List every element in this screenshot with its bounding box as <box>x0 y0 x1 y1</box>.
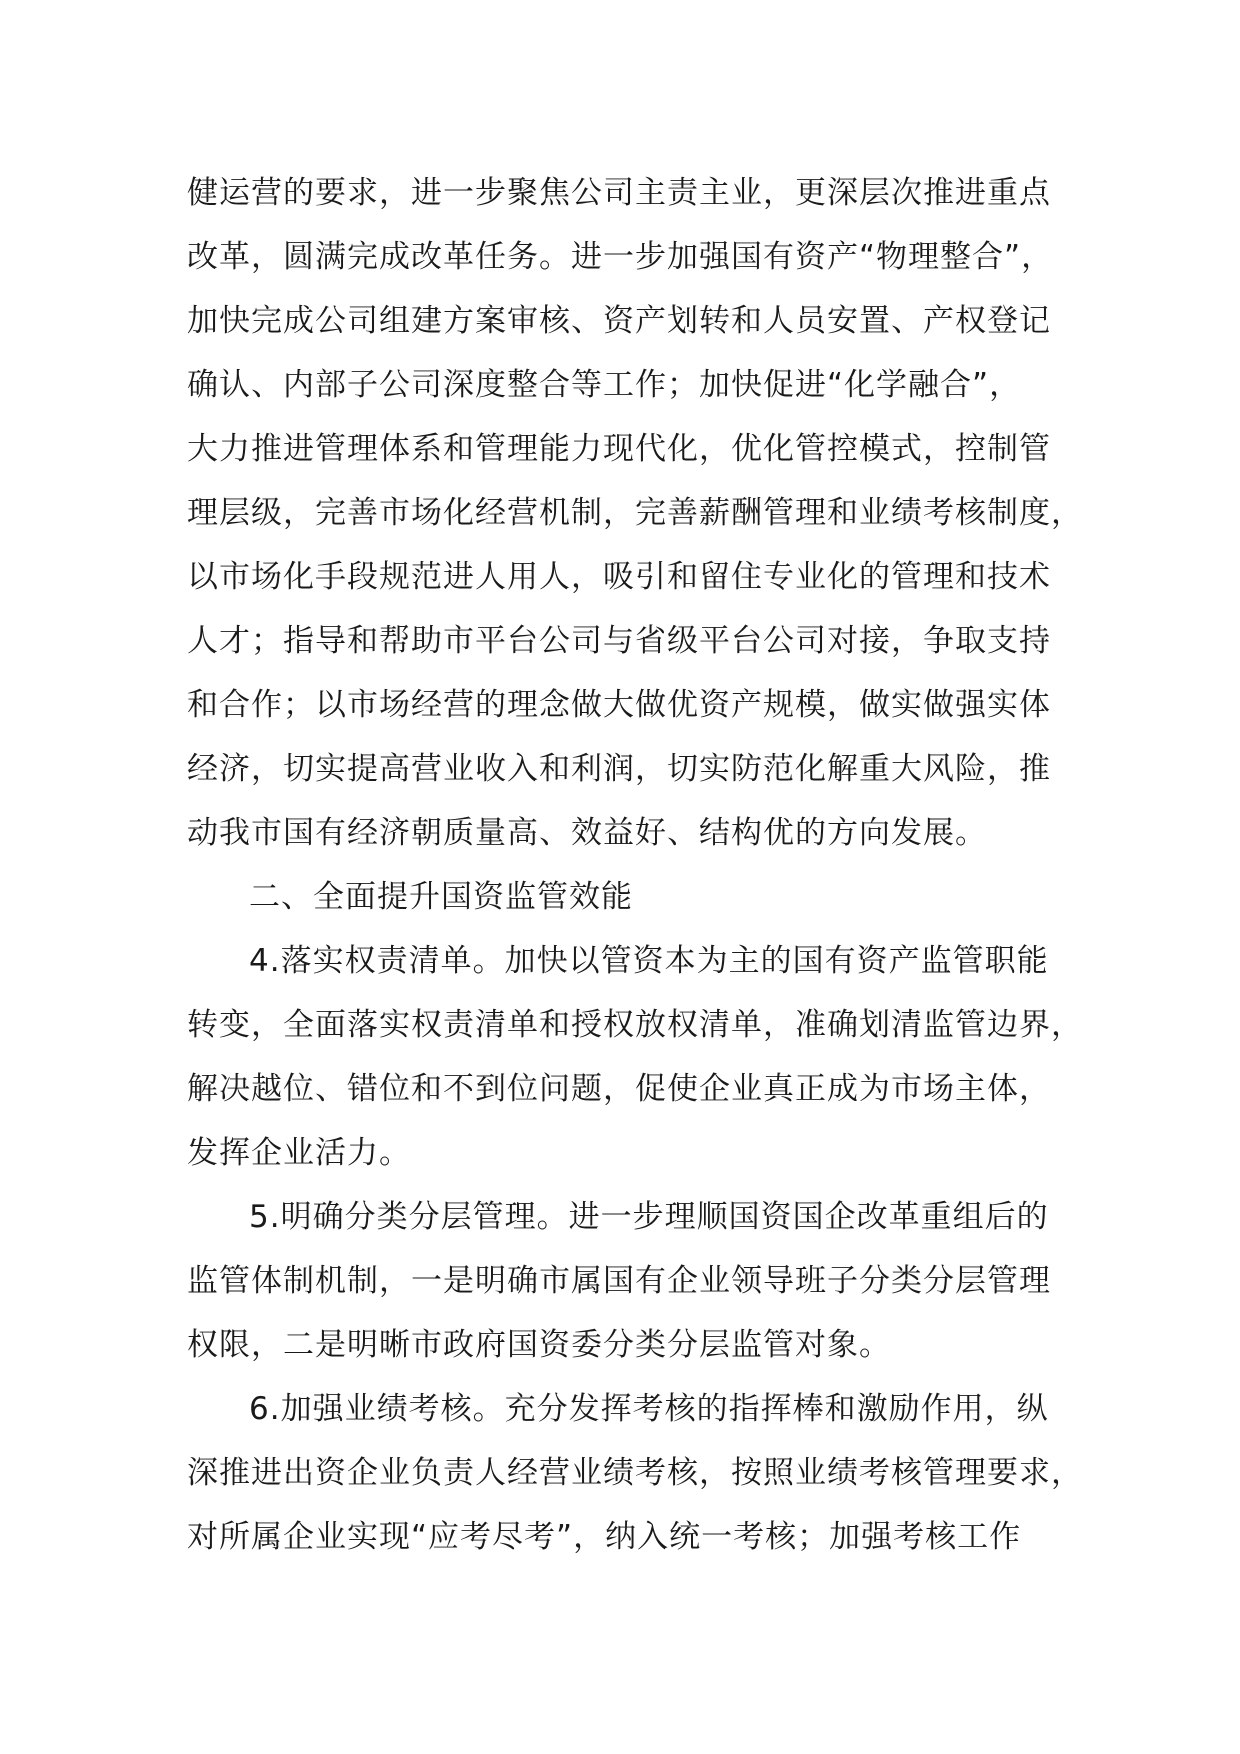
text-line: 对所属企业实现“应考尽考”，纳入统一考核；加强考核工作 <box>187 1519 1022 1555</box>
item-5-first-line: 5.明确分类分层管理。进一步理顺国资国企改革重组后的 <box>249 1199 1049 1235</box>
text-line: 改革，圆满完成改革任务。进一步加强国有资产“物理整合”， <box>187 239 1054 275</box>
text-line: 健运营的要求，进一步聚焦公司主责主业，更深层次推进重点 <box>187 175 1051 211</box>
text-line: 动我市国有经济朝质量高、效益好、结构优的方向发展。 <box>187 815 987 851</box>
text-line: 深推进出资企业负责人经营业绩考核，按照业绩考核管理要求， <box>187 1455 1083 1491</box>
text-line: 理层级，完善市场化经营机制，完善薪酬管理和业绩考核制度， <box>187 495 1083 531</box>
text-line: 人才；指导和帮助市平台公司与省级平台公司对接，争取支持 <box>187 623 1051 659</box>
text-line: 经济，切实提高营业收入和利润，切实防范化解重大风险，推 <box>187 751 1051 787</box>
text-line: 权限，二是明晰市政府国资委分类分层监管对象。 <box>187 1327 891 1363</box>
text-line: 确认、内部子公司深度整合等工作；加快促进“化学融合”， <box>187 367 1022 403</box>
item-6-first-line: 6.加强业绩考核。充分发挥考核的指挥棒和激励作用，纵 <box>249 1391 1049 1427</box>
text-line: 解决越位、错位和不到位问题，促使企业真正成为市场主体， <box>187 1071 1051 1107</box>
text-line: 加快完成公司组建方案审核、资产划转和人员安置、产权登记 <box>187 303 1051 339</box>
text-line: 以市场化手段规范进人用人，吸引和留住专业化的管理和技术 <box>187 559 1051 595</box>
text-line: 转变，全面落实权责清单和授权放权清单，准确划清监管边界， <box>187 1007 1083 1043</box>
text-line: 监管体制机制，一是明确市属国有企业领导班子分类分层管理 <box>187 1263 1051 1299</box>
section-heading: 二、全面提升国资监管效能 <box>249 879 633 915</box>
item-4-first-line: 4.落实权责清单。加快以管资本为主的国有资产监管职能 <box>249 943 1049 979</box>
text-line: 大力推进管理体系和管理能力现代化，优化管控模式，控制管 <box>187 431 1051 467</box>
text-line: 和合作；以市场经营的理念做大做优资产规模，做实做强实体 <box>187 687 1051 723</box>
text-line: 发挥企业活力。 <box>187 1135 411 1171</box>
